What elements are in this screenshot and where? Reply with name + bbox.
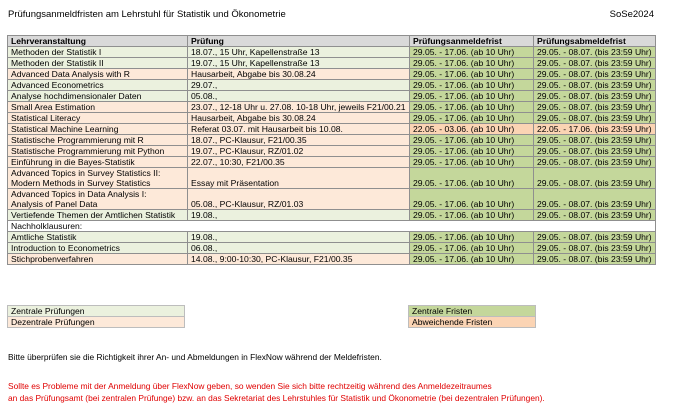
exam-cell: Hausarbeit, Abgabe bis 30.08.24: [188, 69, 410, 80]
table-row: [8, 69, 656, 80]
table-header-row: [8, 36, 656, 47]
exam-cell: 19.07., PC-Klausur, RZ/01.02: [188, 146, 410, 157]
course-cell: Advanced Data Analysis with R: [8, 69, 188, 80]
registration-deadline-cell: 29.05. - 17.06. (ab 10 Uhr): [410, 80, 534, 91]
exam-deadlines-table: [7, 35, 656, 265]
registration-deadline-cell: 29.05. - 17.06. (ab 10 Uhr): [410, 168, 534, 189]
exam-cell: 05.08.,: [188, 91, 410, 102]
exam-cell: 19.08.,: [188, 232, 410, 243]
table-row: [8, 254, 656, 265]
table-row: [8, 91, 656, 102]
table-row: [8, 102, 656, 113]
column-header-registration: Prüfungsanmeldefrist: [410, 36, 534, 47]
registration-deadline-cell: 29.05. - 17.06. (ab 10 Uhr): [410, 102, 534, 113]
semester-label: SoSe2024: [609, 9, 654, 20]
registration-deadline-cell: 29.05. - 17.06. (ab 10 Uhr): [410, 232, 534, 243]
course-name-line-1: Advanced Topics in Data Analysis I:: [11, 189, 147, 199]
deregistration-deadline-cell: 29.05. - 08.07. (bis 23:59 Uhr): [534, 102, 656, 113]
course-cell: Advanced Econometrics: [8, 80, 188, 91]
course-cell: Analyse hochdimensionaler Daten: [8, 91, 188, 102]
registration-deadline-cell: 29.05. - 17.06. (ab 10 Uhr): [410, 157, 534, 168]
section-label: Nachholklausuren:: [8, 221, 656, 232]
table-row: [8, 135, 656, 146]
course-cell: Statistische Programmierung mit R: [8, 135, 188, 146]
course-cell: Statistical Machine Learning: [8, 124, 188, 135]
table-body: [8, 47, 656, 265]
warning-line-1: Sollte es Probleme mit der Anmeldung über FlexNow geben, so wenden Sie sich bitte rechtzeitig während des Anmeldezeitraumes: [8, 381, 492, 391]
course-cell: Small Area Estimation: [8, 102, 188, 113]
course-name-line-1: Advanced Topics in Survey Statistics II:: [11, 168, 161, 178]
deregistration-deadline-cell: 29.05. - 08.07. (bis 23:59 Uhr): [534, 80, 656, 91]
table-row: [8, 168, 656, 189]
registration-deadline-cell: 29.05. - 17.06. (ab 10 Uhr): [410, 189, 534, 210]
deregistration-deadline-cell: 29.05. - 08.07. (bis 23:59 Uhr): [534, 189, 656, 210]
deregistration-deadline-cell: 29.05. - 08.07. (bis 23:59 Uhr): [534, 168, 656, 189]
exam-cell: 18.07., 15 Uhr, Kapellenstraße 13: [188, 47, 410, 58]
exam-cell: Essay mit Präsentation: [188, 168, 410, 189]
exam-cell: 22.07., 10:30, F21/00.35: [188, 157, 410, 168]
deregistration-deadline-cell: 29.05. - 08.07. (bis 23:59 Uhr): [534, 146, 656, 157]
deregistration-deadline-cell: 29.05. - 08.07. (bis 23:59 Uhr): [534, 210, 656, 221]
registration-deadline-cell: 29.05. - 17.06. (ab 10 Uhr): [410, 113, 534, 124]
deregistration-deadline-cell: 29.05. - 08.07. (bis 23:59 Uhr): [534, 254, 656, 265]
deregistration-deadline-cell: 29.05. - 08.07. (bis 23:59 Uhr): [534, 243, 656, 254]
registration-deadline-cell: 29.05. - 17.06. (ab 10 Uhr): [410, 135, 534, 146]
registration-deadline-cell: 29.05. - 17.06. (ab 10 Uhr): [410, 91, 534, 102]
table-row: [8, 47, 656, 58]
table-row: [8, 80, 656, 91]
column-header-exam: Prüfung: [188, 36, 410, 47]
course-cell: Stichprobenverfahren: [8, 254, 188, 265]
registration-deadline-cell: 29.05. - 17.06. (ab 10 Uhr): [410, 69, 534, 80]
exam-cell: 29.07.,: [188, 80, 410, 91]
table-row: [8, 157, 656, 168]
table-row: [8, 210, 656, 221]
registration-deadline-cell: 29.05. - 17.06. (ab 10 Uhr): [410, 58, 534, 69]
exam-cell: 18.07., PC-Klausur, F21/00.35: [188, 135, 410, 146]
course-name-line-2: Modern Methods in Survey Statistics: [11, 178, 151, 188]
warning-line-2: an das Prüfungsamt (bei zentralen Prüfunge) bzw. an das Sekretariat des Lehrstuhles für Statistik und Ökonometrie (bei dezentralen Prüfungen).: [8, 393, 545, 403]
course-cell: Statistische Programmierung mit Python: [8, 146, 188, 157]
exam-cell: Referat 03.07. mit Hausarbeit bis 10.08.: [188, 124, 410, 135]
legend-dezentral-pruefungen: Dezentrale Prüfungen: [8, 317, 185, 328]
exam-cell: 05.08., PC-Klausur, RZ/01.03: [188, 189, 410, 210]
table-row: [8, 124, 656, 135]
column-header-course: Lehrveranstaltung: [8, 36, 188, 47]
deregistration-deadline-cell: 29.05. - 08.07. (bis 23:59 Uhr): [534, 69, 656, 80]
deregistration-deadline-cell: 22.05. - 17.06. (bis 23:59 Uhr): [534, 124, 656, 135]
deregistration-deadline-cell: 29.05. - 08.07. (bis 23:59 Uhr): [534, 135, 656, 146]
table-row: [8, 243, 656, 254]
warning-note: [8, 380, 545, 404]
exam-cell: 14.08., 9:00-10:30, PC-Klausur, F21/00.35: [188, 254, 410, 265]
table-row: [8, 58, 656, 69]
registration-deadline-cell: 29.05. - 17.06. (ab 10 Uhr): [410, 47, 534, 58]
deregistration-deadline-cell: 29.05. - 08.07. (bis 23:59 Uhr): [534, 232, 656, 243]
course-cell: [8, 168, 188, 189]
registration-deadline-cell: 29.05. - 17.06. (ab 10 Uhr): [410, 146, 534, 157]
column-header-deregistration: Prüfungsabmeldefrist: [534, 36, 656, 47]
table-row: [8, 146, 656, 157]
course-cell: Methoden der Statistik II: [8, 58, 188, 69]
course-cell: Statistical Literacy: [8, 113, 188, 124]
legend-zentral-fristen: Zentrale Fristen: [409, 306, 536, 317]
exam-cell: 06.08.,: [188, 243, 410, 254]
registration-deadline-cell: 22.05. - 03.06. (ab 10 Uhr): [410, 124, 534, 135]
legend-exams: [7, 305, 185, 328]
exam-cell: 23.07., 12-18 Uhr u. 27.08. 10-18 Uhr, jeweils F21/00.21: [188, 102, 410, 113]
section-row: [8, 221, 656, 232]
legend-deadlines: [408, 305, 536, 328]
table-row: [8, 189, 656, 210]
registration-deadline-cell: 29.05. - 17.06. (ab 10 Uhr): [410, 243, 534, 254]
deregistration-deadline-cell: 29.05. - 08.07. (bis 23:59 Uhr): [534, 91, 656, 102]
exam-cell: 19.07., 15 Uhr, Kapellenstraße 13: [188, 58, 410, 69]
deregistration-deadline-cell: 29.05. - 08.07. (bis 23:59 Uhr): [534, 157, 656, 168]
legend-abweichende-fristen: Abweichende Fristen: [409, 317, 536, 328]
exam-cell: Hausarbeit, Abgabe bis 30.08.24: [188, 113, 410, 124]
course-cell: Vertiefende Themen der Amtlichen Statistik: [8, 210, 188, 221]
course-cell: Amtliche Statistik: [8, 232, 188, 243]
legend-zentral-pruefungen: Zentrale Prüfungen: [8, 306, 185, 317]
check-note: Bitte überprüfen sie die Richtigkeit ihrer An- und Abmeldungen in FlexNow während der Meldefristen.: [8, 352, 382, 362]
registration-deadline-cell: 29.05. - 17.06. (ab 10 Uhr): [410, 210, 534, 221]
exam-cell: 19.08.,: [188, 210, 410, 221]
page-title: Prüfungsanmeldfristen am Lehrstuhl für Statistik und Ökonometrie: [8, 9, 286, 20]
table-row: [8, 232, 656, 243]
course-cell: [8, 189, 188, 210]
table-row: [8, 113, 656, 124]
deregistration-deadline-cell: 29.05. - 08.07. (bis 23:59 Uhr): [534, 113, 656, 124]
course-cell: Methoden der Statistik I: [8, 47, 188, 58]
deregistration-deadline-cell: 29.05. - 08.07. (bis 23:59 Uhr): [534, 47, 656, 58]
deregistration-deadline-cell: 29.05. - 08.07. (bis 23:59 Uhr): [534, 58, 656, 69]
course-name-line-2: Analysis of Panel Data: [11, 199, 98, 209]
registration-deadline-cell: 29.05. - 17.06. (ab 10 Uhr): [410, 254, 534, 265]
course-cell: Einführung in die Bayes-Statistik: [8, 157, 188, 168]
course-cell: Introduction to Econometrics: [8, 243, 188, 254]
